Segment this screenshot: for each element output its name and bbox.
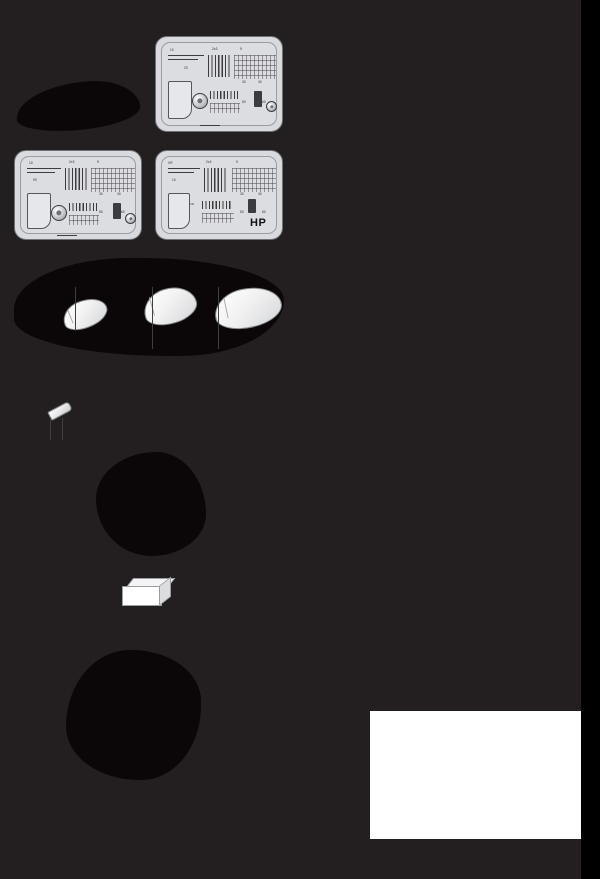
white-box[interactable] <box>122 578 170 608</box>
leader-line <box>75 287 76 331</box>
rule-line <box>168 55 204 56</box>
panel-label: 20 <box>184 66 188 70</box>
panel-label: 10 <box>172 178 176 182</box>
panel-label: 30 <box>99 192 103 196</box>
hp-logo: HP <box>250 217 267 229</box>
toggle-switch[interactable] <box>113 203 121 219</box>
rule-line <box>168 172 194 173</box>
panel-label: 40 <box>117 192 121 196</box>
panel-label: 30 <box>240 192 244 196</box>
panel-label: 9 <box>240 47 242 51</box>
mouse-seam <box>67 310 73 324</box>
display-screen[interactable] <box>168 81 192 119</box>
control-panel-top[interactable] <box>155 36 283 132</box>
rule-line <box>200 125 220 126</box>
button-row[interactable] <box>69 203 97 211</box>
panel-label: 2x3 <box>212 47 218 51</box>
mouse-seam <box>223 298 228 319</box>
rule-line <box>168 168 200 169</box>
button-row[interactable] <box>202 201 232 209</box>
blob-center <box>96 452 206 556</box>
panel-label: 30 <box>242 80 246 84</box>
panel-label: VR <box>168 161 173 165</box>
keypad[interactable] <box>210 103 240 113</box>
panel-inner-frame <box>161 156 277 234</box>
panel-label: 60 <box>262 210 266 214</box>
panel-label: 50 <box>240 210 244 214</box>
panel-label: 60 <box>262 100 266 104</box>
control-panel-left[interactable] <box>14 150 142 240</box>
rotary-knob[interactable] <box>51 205 67 221</box>
panel-label: 10 <box>170 48 174 52</box>
slider-bank[interactable] <box>208 55 230 77</box>
leader-line <box>62 418 63 440</box>
leader-line <box>218 287 219 349</box>
rotary-knob[interactable] <box>192 93 208 109</box>
rule-line <box>168 59 198 60</box>
leader-line <box>50 418 51 440</box>
panel-label: 40 <box>258 80 262 84</box>
panel-label: 50 <box>99 210 103 214</box>
rule-line <box>27 168 61 169</box>
white-rectangle <box>370 711 581 839</box>
panel-inner-frame <box>20 156 136 234</box>
display-screen[interactable] <box>168 193 190 229</box>
panel-label: 2x3 <box>69 160 75 164</box>
toggle-switch[interactable] <box>254 91 262 107</box>
panel-label: 10 <box>29 161 33 165</box>
panel-label: 9 <box>97 160 99 164</box>
key-grid[interactable] <box>232 168 276 192</box>
slider-bank[interactable] <box>204 168 228 192</box>
leader-line <box>152 287 153 349</box>
key-grid[interactable] <box>234 55 276 79</box>
keypad[interactable] <box>69 215 99 225</box>
rule-line <box>27 172 55 173</box>
panel-label: 60 <box>121 210 125 214</box>
rule-line <box>57 235 77 236</box>
button-row[interactable] <box>210 91 238 99</box>
control-panel-right[interactable] <box>155 150 283 240</box>
key-grid[interactable] <box>91 168 135 192</box>
right-black-strip <box>581 0 600 879</box>
toggle-switch[interactable] <box>248 199 256 213</box>
panel-label: VR <box>190 202 195 206</box>
slider-bank[interactable] <box>65 168 87 190</box>
panel-label: 50 <box>242 100 246 104</box>
rotary-knob-small[interactable] <box>125 213 136 224</box>
panel-inner-frame <box>161 42 277 126</box>
display-screen[interactable] <box>27 193 51 229</box>
panel-label: 90 <box>33 178 37 182</box>
panel-label: 40 <box>258 192 262 196</box>
keypad[interactable] <box>202 213 234 223</box>
box-front-face <box>122 586 162 606</box>
rotary-knob-small[interactable] <box>266 101 277 112</box>
panel-label: 2x3 <box>206 160 212 164</box>
panel-label: 9 <box>236 160 238 164</box>
blob-lower <box>66 650 201 780</box>
